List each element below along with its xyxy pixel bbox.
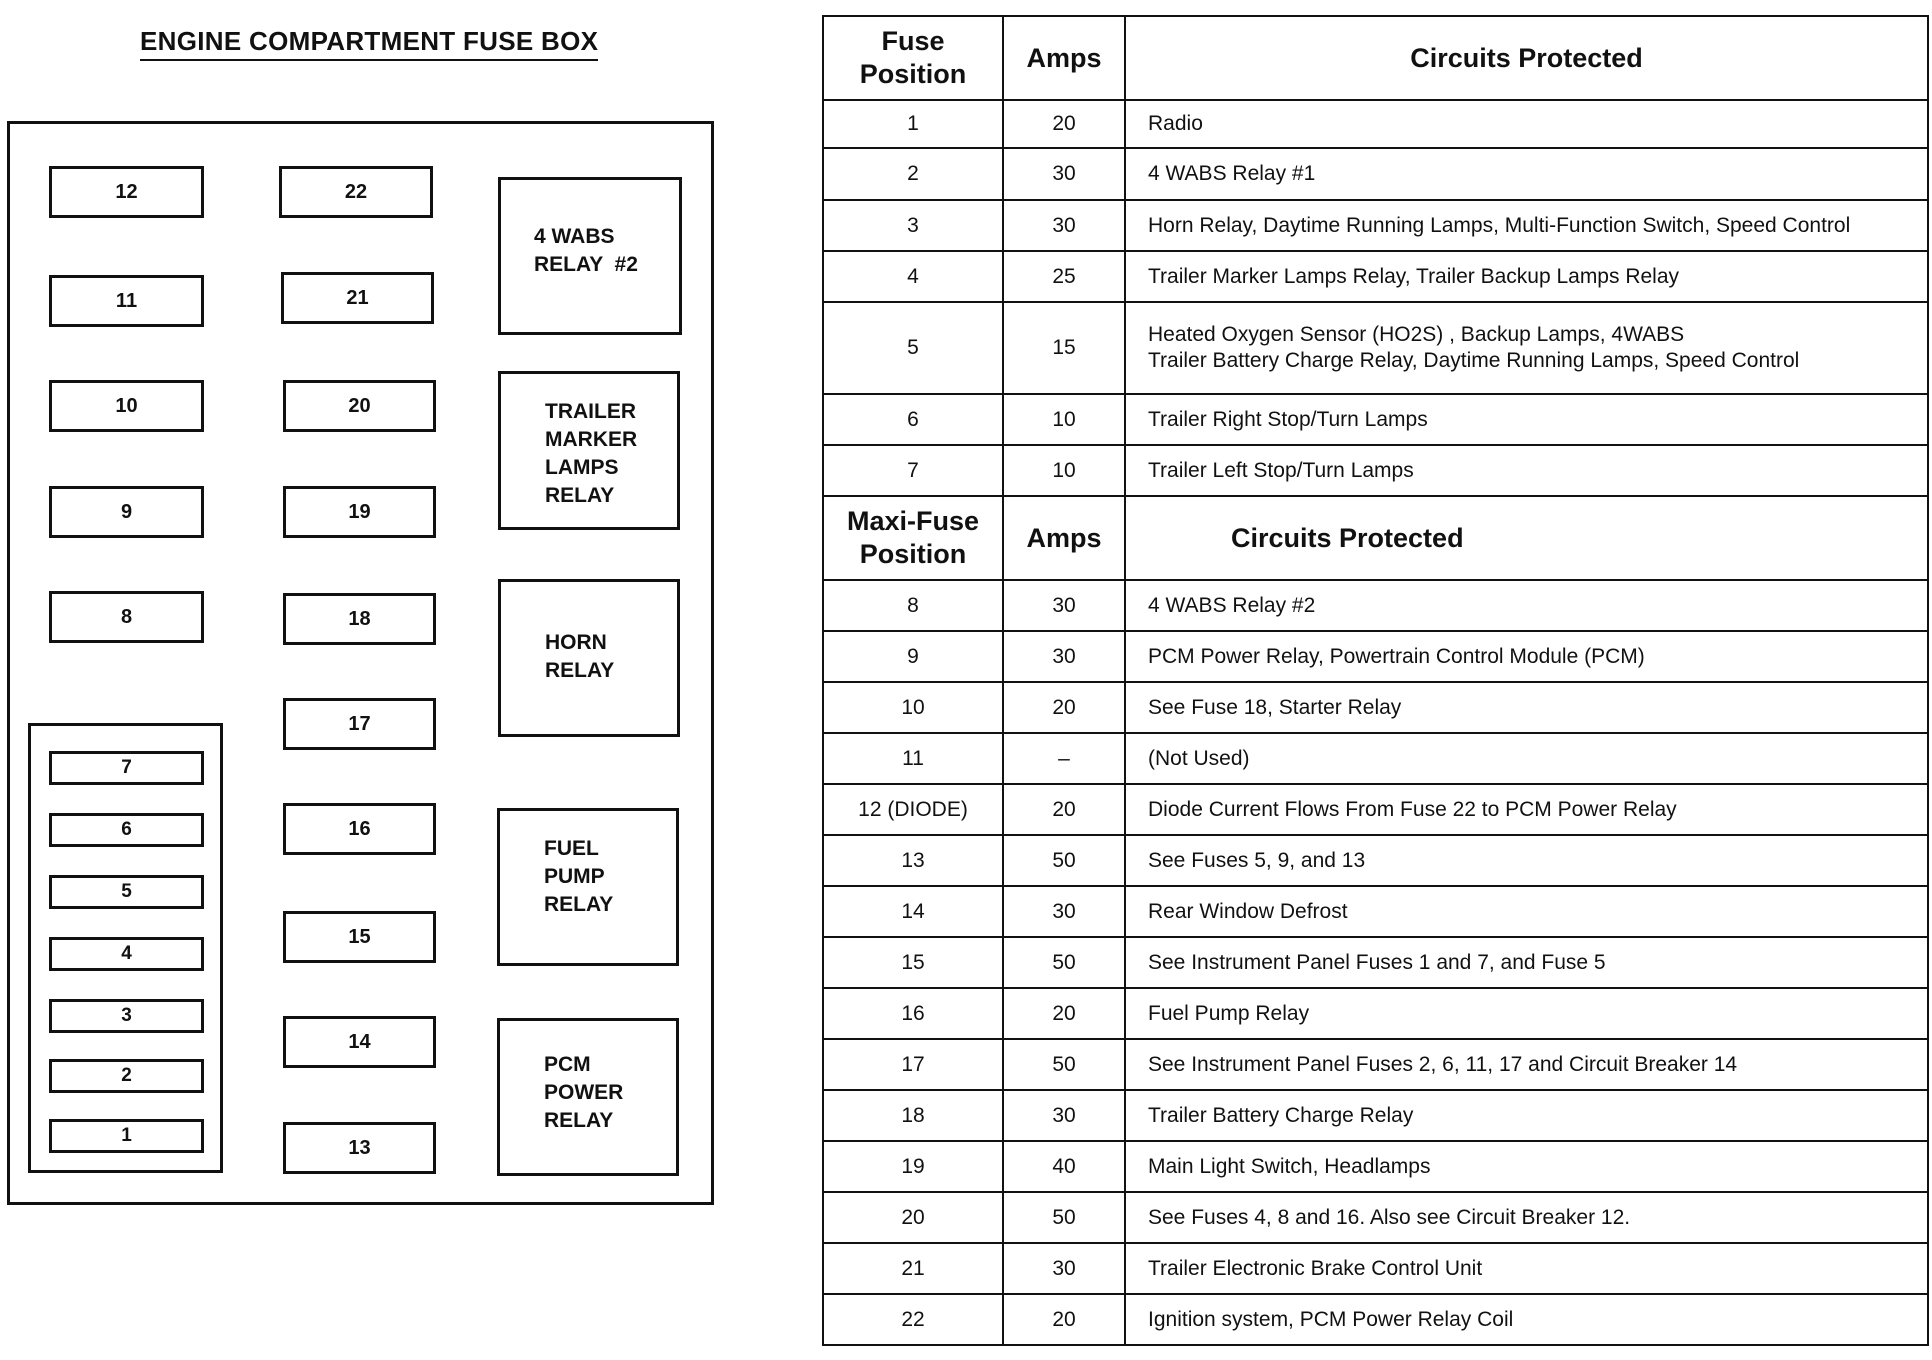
- relay-label-line: 4 WABS: [534, 225, 615, 248]
- relay-label-line: RELAY: [544, 1109, 614, 1132]
- fuse-position-cell: 2: [823, 148, 1003, 200]
- fuse-box-fuse-8: 8: [49, 591, 204, 643]
- table-row: [823, 251, 1928, 302]
- table-row: [823, 886, 1928, 937]
- amps-cell: 20: [1003, 682, 1125, 733]
- amps-cell: 15: [1003, 302, 1125, 394]
- fuse-position-cell: 12 (DIODE): [823, 784, 1003, 835]
- table-row: [823, 784, 1928, 835]
- circuits-cell: [1125, 148, 1928, 200]
- relay-label-line: RELAY: [545, 659, 615, 682]
- fuse-rows: [823, 100, 1928, 496]
- amps-cell: 30: [1003, 148, 1125, 200]
- table-header-fuse: [823, 16, 1928, 100]
- fuse-position-cell: 7: [823, 445, 1003, 496]
- table-row: [823, 682, 1928, 733]
- circuits-cell: [1125, 1141, 1928, 1192]
- fuse-position-cell: 8: [823, 580, 1003, 631]
- fuse-box-fuse-4: 4: [49, 937, 204, 971]
- relay-label-line: LAMPS: [545, 456, 619, 479]
- amps-cell: 25: [1003, 251, 1125, 302]
- fuse-box-fuse-14: 14: [283, 1016, 436, 1068]
- amps-cell: 30: [1003, 1090, 1125, 1141]
- circuit-text: Rear Window Defrost: [1148, 899, 1348, 923]
- circuits-cell: [1125, 1243, 1928, 1294]
- circuit-text: (Not Used): [1148, 746, 1250, 770]
- fuse-box-fuse-16: 16: [283, 803, 436, 855]
- circuit-text: Trailer Electronic Brake Control Unit: [1148, 1256, 1483, 1280]
- amps-cell: 10: [1003, 445, 1125, 496]
- header-amps: Amps: [1003, 496, 1125, 580]
- circuit-text: Trailer Battery Charge Relay: [1148, 1103, 1414, 1127]
- fuse-position-cell: 16: [823, 988, 1003, 1039]
- table-row: [823, 1243, 1928, 1294]
- fuse-box-fuse-11: 11: [49, 275, 204, 327]
- header-maxi-fuse-position: [823, 496, 1003, 580]
- fuse-box-fuse-22: 22: [279, 166, 433, 218]
- table-row: [823, 148, 1928, 200]
- header-line: Position: [859, 59, 967, 89]
- relay-label-line: PCM: [544, 1053, 591, 1076]
- table-row: [823, 1141, 1928, 1192]
- circuit-text: Trailer Left Stop/Turn Lamps: [1148, 458, 1414, 482]
- fuse-box-fuse-5: 5: [49, 875, 204, 909]
- fuse-box-fuse-10: 10: [49, 380, 204, 432]
- circuit-text: See Instrument Panel Fuses 2, 6, 11, 17 and Circuit Breaker 14: [1148, 1052, 1738, 1076]
- table-row: [823, 394, 1928, 445]
- amps-cell: –: [1003, 733, 1125, 784]
- fuse-position-cell: 18: [823, 1090, 1003, 1141]
- table-row: [823, 302, 1928, 394]
- circuits-cell: [1125, 733, 1928, 784]
- relay-fuel-pump: [497, 808, 679, 966]
- circuits-cell: [1125, 631, 1928, 682]
- fuse-position-cell: 10: [823, 682, 1003, 733]
- header-circuits-protected: Circuits Protected: [1125, 496, 1928, 580]
- amps-cell: 30: [1003, 1243, 1125, 1294]
- fuse-box-fuse-19: 19: [283, 486, 436, 538]
- circuits-cell: [1125, 100, 1928, 148]
- circuit-text: Diode Current Flows From Fuse 22 to PCM Power Relay: [1148, 797, 1677, 821]
- circuit-text: 4 WABS Relay #2: [1148, 593, 1316, 617]
- amps-cell: 50: [1003, 937, 1125, 988]
- maxi-fuse-rows: [823, 580, 1928, 1345]
- circuit-text: PCM Power Relay, Powertrain Control Module (PCM): [1148, 644, 1645, 668]
- header-circuits-protected: Circuits Protected: [1125, 16, 1928, 100]
- circuit-text: Fuel Pump Relay: [1148, 1001, 1310, 1025]
- header-line: Fuse: [881, 26, 945, 56]
- relay-label-line: POWER: [544, 1081, 624, 1104]
- relay-4wabs-2: [498, 177, 682, 335]
- fuse-position-cell: 21: [823, 1243, 1003, 1294]
- amps-cell: 10: [1003, 394, 1125, 445]
- circuits-cell: [1125, 886, 1928, 937]
- fuse-position-cell: 17: [823, 1039, 1003, 1090]
- circuit-text: Radio: [1148, 112, 1203, 135]
- circuit-text: Trailer Marker Lamps Relay, Trailer Backup Lamps Relay: [1148, 264, 1680, 288]
- table-row: [823, 988, 1928, 1039]
- circuit-text: Trailer Right Stop/Turn Lamps: [1148, 407, 1428, 431]
- circuits-cell: [1125, 302, 1928, 394]
- circuits-cell: [1125, 937, 1928, 988]
- relay-pcm-power: [497, 1018, 679, 1176]
- fuse-box-fuse-1: 1: [49, 1119, 204, 1153]
- fuse-position-cell: 9: [823, 631, 1003, 682]
- amps-cell: 30: [1003, 200, 1125, 251]
- fuse-box-fuse-12: 12: [49, 166, 204, 218]
- table-row: [823, 1192, 1928, 1243]
- table-row: [823, 445, 1928, 496]
- fuse-table: [822, 15, 1929, 1346]
- fuse-position-cell: 20: [823, 1192, 1003, 1243]
- table-row: [823, 100, 1928, 148]
- circuit-text: See Fuses 5, 9, and 13: [1148, 848, 1366, 872]
- circuits-cell: [1125, 251, 1928, 302]
- circuit-text: Ignition system, PCM Power Relay Coil: [1148, 1307, 1514, 1331]
- header-amps: Amps: [1003, 16, 1125, 100]
- table-row: [823, 733, 1928, 784]
- relay-label-line: TRAILER: [545, 400, 636, 423]
- relay-label-line: FUEL: [544, 837, 599, 860]
- amps-cell: 50: [1003, 1039, 1125, 1090]
- circuits-cell: [1125, 682, 1928, 733]
- relay-label-line: MARKER: [545, 428, 638, 451]
- table-row: [823, 1039, 1928, 1090]
- relay-horn: [498, 579, 680, 737]
- table-row: [823, 937, 1928, 988]
- circuits-cell: [1125, 835, 1928, 886]
- fuse-position-cell: 11: [823, 733, 1003, 784]
- circuit-text: See Fuses 4, 8 and 16. Also see Circuit Breaker 12.: [1148, 1205, 1631, 1229]
- fuse-position-cell: 6: [823, 394, 1003, 445]
- circuits-cell: [1125, 1192, 1928, 1243]
- table-row: [823, 200, 1928, 251]
- fuse-box-fuse-3: 3: [49, 999, 204, 1033]
- amps-cell: 30: [1003, 886, 1125, 937]
- circuits-cell: [1125, 445, 1928, 496]
- circuit-text: Heated Oxygen Sensor (HO2S) , Backup Lamps, 4WABS: [1148, 323, 1685, 346]
- circuits-cell: [1125, 580, 1928, 631]
- fuse-box-title: ENGINE COMPARTMENT FUSE BOX: [140, 26, 598, 61]
- amps-cell: 20: [1003, 100, 1125, 148]
- fuse-box-fuse-7: 7: [49, 751, 204, 785]
- circuits-cell: [1125, 1039, 1928, 1090]
- header-fuse-position: [823, 16, 1003, 100]
- fuse-position-cell: 13: [823, 835, 1003, 886]
- relay-trailer-marker-lamps: [498, 371, 680, 530]
- amps-cell: 50: [1003, 835, 1125, 886]
- fuse-box-fuse-9: 9: [49, 486, 204, 538]
- table-row: [823, 1090, 1928, 1141]
- relay-label-line: RELAY #2: [534, 253, 638, 276]
- amps-cell: 30: [1003, 631, 1125, 682]
- circuit-text: 4 WABS Relay #1: [1148, 162, 1316, 185]
- circuits-cell: [1125, 784, 1928, 835]
- amps-cell: 40: [1003, 1141, 1125, 1192]
- circuit-text: Trailer Battery Charge Relay, Daytime Running Lamps, Speed Control: [1148, 349, 1800, 372]
- fuse-box-fuse-2: 2: [49, 1059, 204, 1093]
- fuse-position-cell: 14: [823, 886, 1003, 937]
- fuse-position-cell: 4: [823, 251, 1003, 302]
- table-row: [823, 1294, 1928, 1345]
- fuse-box-fuse-15: 15: [283, 911, 436, 963]
- circuits-cell: [1125, 988, 1928, 1039]
- table-row: [823, 580, 1928, 631]
- fuse-box-fuse-17: 17: [283, 698, 436, 750]
- header-line: Position: [859, 539, 967, 569]
- table-row: [823, 631, 1928, 682]
- circuits-cell: [1125, 1294, 1928, 1345]
- circuits-cell: [1125, 200, 1928, 251]
- header-line: Maxi-Fuse: [846, 506, 980, 536]
- circuit-text: Main Light Switch, Headlamps: [1148, 1154, 1431, 1178]
- fuse-box-fuse-6: 6: [49, 813, 204, 847]
- circuit-text: See Fuse 18, Starter Relay: [1148, 695, 1402, 719]
- circuit-text: See Instrument Panel Fuses 1 and 7, and Fuse 5: [1148, 950, 1606, 974]
- fuse-position-cell: 19: [823, 1141, 1003, 1192]
- circuits-cell: [1125, 394, 1928, 445]
- amps-cell: 20: [1003, 1294, 1125, 1345]
- relay-label-line: RELAY: [545, 484, 615, 507]
- fuse-position-cell: 15: [823, 937, 1003, 988]
- relay-label-line: PUMP: [544, 865, 605, 888]
- table-row: [823, 835, 1928, 886]
- table-header-maxi-fuse: [823, 496, 1928, 580]
- amps-cell: 20: [1003, 988, 1125, 1039]
- fuse-box-fuse-20: 20: [283, 380, 436, 432]
- fuse-box-fuse-18: 18: [283, 593, 436, 645]
- fuse-position-cell: 5: [823, 302, 1003, 394]
- relay-label-line: RELAY: [544, 893, 614, 916]
- fuse-position-cell: 3: [823, 200, 1003, 251]
- circuits-cell: [1125, 1090, 1928, 1141]
- amps-cell: 50: [1003, 1192, 1125, 1243]
- relay-label-line: HORN: [545, 631, 607, 654]
- amps-cell: 20: [1003, 784, 1125, 835]
- fuse-box-fuse-13: 13: [283, 1122, 436, 1174]
- fuse-position-cell: 22: [823, 1294, 1003, 1345]
- fuse-position-cell: 1: [823, 100, 1003, 148]
- amps-cell: 30: [1003, 580, 1125, 631]
- fuse-box-fuse-21: 21: [281, 272, 434, 324]
- circuit-text: Horn Relay, Daytime Running Lamps, Multi-Function Switch, Speed Control: [1148, 213, 1851, 237]
